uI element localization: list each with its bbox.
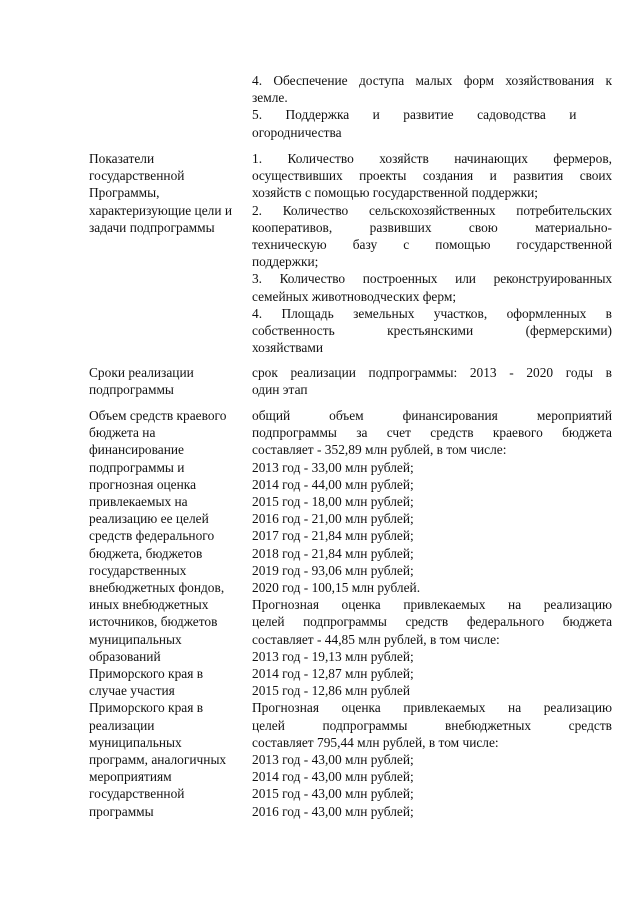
label-line: Программы, xyxy=(89,185,160,201)
text-line: 4. Обеспечение доступа малых форм хозяйствования к xyxy=(252,73,612,88)
value-line: 2016 год - 21,00 млн рублей; xyxy=(252,511,414,527)
value-line: собственность крестьянскими (фермерскими) xyxy=(252,323,612,339)
value-line: один этап xyxy=(252,382,308,398)
label-line: подпрограммы и xyxy=(89,459,185,475)
label-line: мероприятиям xyxy=(89,769,172,785)
value-line: 2013 год - 19,13 млн рублей; xyxy=(252,648,414,664)
value-line: 2019 год - 93,06 млн рублей; xyxy=(252,562,414,578)
label-line: задачи подпрограммы xyxy=(89,219,215,235)
value-line: составляет - 44,85 млн рублей, в том числе: xyxy=(252,631,500,647)
label-line: муниципальных xyxy=(89,734,182,750)
value-line: составляет - 352,89 млн рублей, в том числе: xyxy=(252,442,507,458)
label-line: Приморского края в xyxy=(89,700,204,716)
value-line: общий объем финансирования мероприятий xyxy=(252,408,612,423)
value-line: 2017 год - 21,84 млн рублей; xyxy=(252,528,414,544)
label-line: муниципальных xyxy=(89,631,182,647)
label-line: государственных xyxy=(89,562,187,578)
value-line: составляет 795,44 млн рублей, в том числе: xyxy=(252,734,499,750)
label-line: бюджета на xyxy=(89,425,156,441)
value-line: поддержки; xyxy=(252,254,319,270)
value-line: подпрограммы за счет средств краевого бюджета xyxy=(252,425,612,441)
value-line: техническую базу с помощью государственной xyxy=(252,237,612,253)
value-line: Прогнозная оценка привлекаемых на реализацию xyxy=(252,700,612,716)
value-line: 2. Количество сельскохозяйственных потребительских xyxy=(252,202,612,218)
label-line: средств федерального xyxy=(89,528,215,544)
label-line: прогнозная оценка xyxy=(89,476,197,492)
value-line: 2018 год - 21,84 млн рублей; xyxy=(252,545,414,561)
text-line: огородничества xyxy=(252,124,342,140)
funding-label xyxy=(89,407,249,820)
label-line: программ, аналогичных xyxy=(89,752,227,768)
value-line: Прогнозная оценка привлекаемых на реализацию xyxy=(252,597,612,613)
label-line: характеризующие цели и xyxy=(89,202,233,218)
label-line: государственной xyxy=(89,786,185,802)
value-line: 2015 год - 18,00 млн рублей; xyxy=(252,494,414,510)
timing-label xyxy=(89,364,249,398)
label-line: реализацию ее целей xyxy=(89,511,209,527)
value-line: 2016 год - 43,00 млн рублей; xyxy=(252,803,414,819)
label-line: программы xyxy=(89,803,154,819)
label-line: иных внебюджетных xyxy=(89,597,209,613)
label-line: образований xyxy=(89,648,161,664)
label-line: Объем средств краевого xyxy=(89,408,227,423)
label-line: государственной xyxy=(89,168,185,184)
label-line: реализации xyxy=(89,717,155,733)
timing-value xyxy=(252,364,612,398)
value-line: 2014 год - 12,87 млн рублей; xyxy=(252,666,414,682)
value-line: хозяйствами xyxy=(252,340,324,356)
value-line: целей подпрограммы средств федерального бюджета xyxy=(252,614,612,630)
label-line: внебюджетных фондов, xyxy=(89,580,225,596)
text-line: земле. xyxy=(252,90,288,106)
label-line: источников, бюджетов xyxy=(89,614,218,630)
label-line: подпрограммы xyxy=(89,382,174,398)
label-line: бюджета, бюджетов xyxy=(89,545,203,561)
value-line: 2020 год - 100,15 млн рублей. xyxy=(252,580,421,596)
label-line: Показатели xyxy=(89,151,155,166)
value-line: 2014 год - 43,00 млн рублей; xyxy=(252,769,414,785)
label-line: случае участия xyxy=(89,683,175,699)
indicators-label xyxy=(89,150,249,236)
value-line: 2015 год - 43,00 млн рублей; xyxy=(252,786,414,802)
continuation-text xyxy=(252,72,612,141)
indicators-value xyxy=(252,150,612,356)
value-line: 2013 год - 43,00 млн рублей; xyxy=(252,752,414,768)
label-line: Сроки реализации xyxy=(89,365,194,380)
value-line: целей подпрограммы внебюджетных средств xyxy=(252,717,612,733)
label-line: Приморского края в xyxy=(89,666,204,682)
value-line: срок реализации подпрограммы: 2013 - 2020 годы в xyxy=(252,365,612,380)
label-line: финансирование xyxy=(89,442,184,458)
value-line: 3. Количество построенных или реконструированных xyxy=(252,271,612,287)
value-line: осуществивших проекты создания и развития своих xyxy=(252,168,612,184)
value-line: 2013 год - 33,00 млн рублей; xyxy=(252,459,414,475)
value-line: семейных животноводческих ферм; xyxy=(252,288,457,304)
value-line: 1. Количество хозяйств начинающих фермеров, xyxy=(252,151,612,166)
value-line: хозяйств с помощью государственной поддержки; xyxy=(252,185,538,201)
funding-value xyxy=(252,407,612,820)
value-line: 2015 год - 12,86 млн рублей xyxy=(252,683,411,699)
value-line: 2014 год - 44,00 млн рублей; xyxy=(252,476,414,492)
value-line: кооперативов, развивших свою материально- xyxy=(252,219,612,235)
label-line: привлекаемых на xyxy=(89,494,188,510)
text-line: 5. Поддержка и развитие садоводства и xyxy=(252,107,577,123)
value-line: 4. Площадь земельных участков, оформленных в xyxy=(252,305,612,321)
